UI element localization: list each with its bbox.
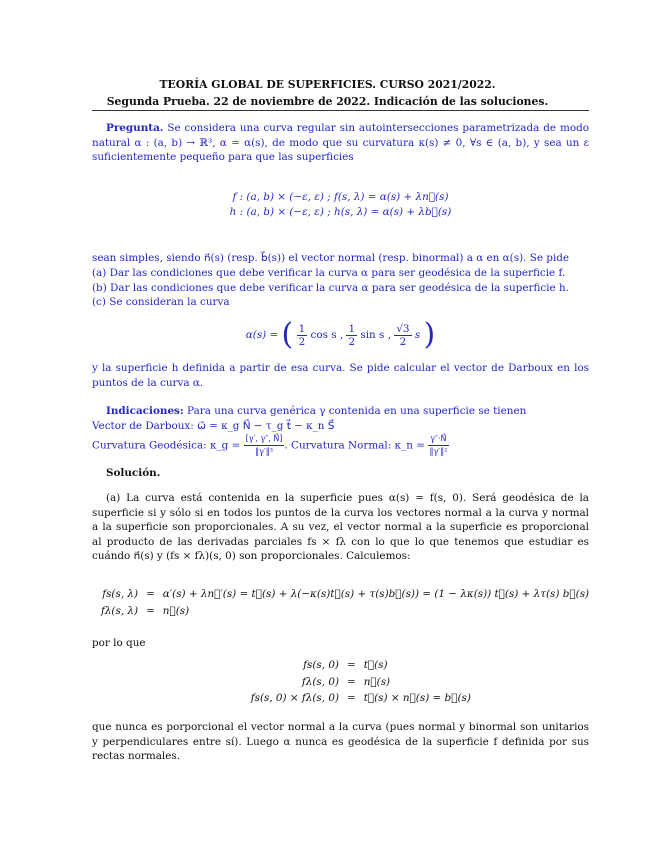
curve-equation (92, 317, 589, 352)
item-b: (b) Dar las condiciones que debe verificar la curva α para ser geodésica de la superficie h. (92, 281, 569, 294)
indicaciones-label: Indicaciones: (106, 405, 184, 417)
pregunta-after-curve: y la superficie h definida a partir de esa curva. Se pide calcular el vector de Darboux en los puntos de la curva α. (92, 362, 589, 389)
pregunta-intro: Se considera una curva regular sin autointersecciones parametrizada de modo natural α : (a, b) → ℝ³, α = α(s), de modo que su curvatura κ(s) ≠ 0, ∀s ∈ (a, b), y sea un ε suficientemente pequeño para que las superficies (92, 122, 589, 164)
curve-cos: cos s , (310, 329, 344, 341)
partial-derivatives-equations (97, 586, 594, 619)
indicaciones-line (92, 404, 589, 419)
curvatures-line (92, 433, 589, 458)
normal-curvature-label: . Curvatura Normal: κ_n = (284, 439, 425, 452)
por-lo-que: por lo que (92, 637, 146, 649)
curve-sin: sin s , (360, 329, 391, 341)
evaluated-equations (225, 657, 485, 707)
curve-lhs: α(s) = (245, 329, 279, 341)
geodesic-curvature-fraction: $\frac{[\gamma', \gamma'', N⃗]}{\text{‖γ′‖³}}$ (245, 434, 283, 457)
surface-f-equation: f : (a, b) × (−ε, ε) ; f(s, λ) = α(s) + λn⃗(s) (232, 191, 449, 203)
equation-row: fs(s, 0) × fλ(s, 0) = t⃗(s) × n⃗(s) = b⃗(s) (250, 692, 471, 705)
surface-h-equation: h : (a, b) × (−ε, ε) ; h(s, λ) = α(s) + λb⃗(s) (229, 205, 452, 218)
solucion-label: Solución. (106, 467, 161, 479)
normal-curvature-fraction: $\frac{\gamma''\cdot N⃗}{\text{‖γ′‖²}}$ (429, 434, 448, 457)
indicaciones-block (92, 404, 589, 458)
equation-row: fλ(s, λ) = n⃗(s) (101, 604, 190, 617)
right-paren: ) (423, 317, 436, 352)
pregunta-paragraph (92, 121, 589, 165)
left-paren: ( (281, 317, 294, 352)
pregunta-after: sean simples, siendo n⃗(s) (resp. b⃗(s)) el vector normal (resp. binormal) a α en α(s). Se pide (92, 252, 570, 264)
curve-s: s (414, 329, 421, 341)
fraction-half-1: $\frac{1}{2}$ (298, 322, 306, 348)
item-a: (a) Dar las condiciones que debe verificar la curva α para ser geodésica de la superficie f. (92, 267, 566, 279)
indicaciones-text: Para una curva genérica γ contenida en una superficie se tienen (183, 405, 527, 417)
document-header (0, 76, 655, 110)
geodesic-curvature-label: Curvatura Geodésica: κ_g = (92, 439, 241, 452)
fraction-sqrt3: $\frac{√3}{2}$ (396, 322, 410, 348)
equation-row: fs(s, λ) = α′(s) + λn⃗′(s) = t⃗(s) + λ(−κ(s)t⃗(s) + τ(s)b⃗(s)) = (1 − λκ(s)) t⃗(s) + λτ(s) b⃗(s) (102, 588, 590, 600)
darboux-vector-line: Vector de Darboux: ω⃗ = κ_g N⃗ − τ_g t⃗ − κ_n S⃗ (92, 419, 335, 432)
item-c: (c) Se consideran la curva (92, 296, 230, 309)
fraction-half-2: $\frac{1}{2}$ (348, 322, 356, 348)
equation-row: fλ(s, 0) = n⃗(s) (301, 675, 391, 688)
pregunta-items (92, 266, 589, 310)
surface-definitions (92, 190, 589, 219)
header-title: TEORÍA GLOBAL DE SUPERFICIES. CURSO 2021/2022. (159, 78, 496, 91)
header-rule (92, 110, 589, 111)
pregunta-label: Pregunta. (106, 122, 164, 134)
equation-row: fs(s, 0) = t⃗(s) (303, 659, 388, 671)
solucion-paragraph-2: que nunca es porporcional el vector normal a la curva (pues normal y binormal son unitarios y perpendiculares entre sí). Luego α nunca es geodésica de la superficie f definida por sus rectas normales. (92, 721, 589, 763)
solucion-paragraph-1: (a) La curva está contenida en la superficie pues α(s) = f(s, 0). Será geodésica de la superficie si y sólo si en todos los puntos de la curva los vectores normal a la curva y normal a la superficie son proporcionales. A su vez, el vector normal a la superficie es proporcional al producto de las derivadas parciales fs × fλ con lo que lo que tenemos que estudiar es cuándo n⃗(s) y (fs × fλ)(s, 0) son proporcionales. Calculemos: (92, 492, 589, 563)
header-subtitle: Segunda Prueba. 22 de noviembre de 2022. Indicación de las soluciones. (106, 95, 549, 108)
